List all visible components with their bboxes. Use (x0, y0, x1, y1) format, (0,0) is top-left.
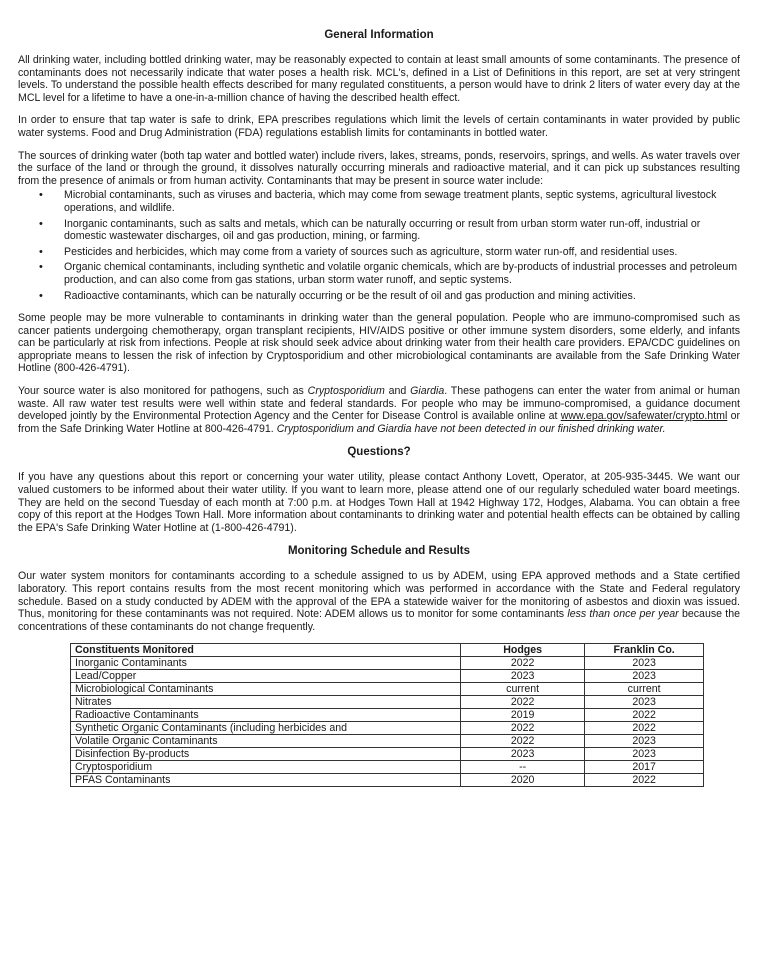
p5-text-b: . These pathogens can enter the water from animal or human waste. All raw water test results were well within state and federal standards. For people who may be immuno-compromised, a guidance document developed jointly by the Environmental Protection Agency and the Center for Disease Control is available online at (18, 385, 740, 423)
hodges-cell: -- (461, 761, 585, 774)
general-paragraph-2: In order to ensure that tap water is safe to drink, EPA prescribes regulations which limit the levels of certain contaminants in water provided by public water systems. Food and Drug Administration (FDA) regulations establish limits for contaminants in bottled water. (18, 114, 740, 139)
p5-and: and (384, 385, 411, 398)
hodges-cell: 2020 (461, 774, 585, 787)
constituent-cell: Synthetic Organic Contaminants (including herbicides and (71, 722, 461, 735)
list-item: • Radioactive contaminants, which can be naturally occurring or be the result of oil and gas production and mining activities. (64, 290, 740, 303)
crypto-guidance-link[interactable]: www.epa.gov/safewater/crypto.html (560, 410, 728, 423)
constituent-cell: Volatile Organic Contaminants (71, 735, 461, 748)
constituent-cell: Microbiological Contaminants (71, 683, 461, 696)
hodges-cell: 2022 (461, 735, 585, 748)
table-row (71, 696, 704, 709)
general-paragraph-5 (18, 385, 740, 435)
franklin-cell: 2023 (585, 657, 704, 670)
questions-paragraph: If you have any questions about this report or concerning your water utility, please contact Anthony Lovett, Operator, at 205-935-3445. We want our valued customers to be informed about their water utility. If you want to learn more, please attend one of our regularly scheduled water board meetings. They are held on the second Tuesday of each month at 7:00 p.m. at Hodges Town Hall at 1942 Highway 172, Hodges, Alabama. You can obtain a free copy of this report at the Hodges Town Hall. More information about contaminants to drinking water and potential health effects can be obtained by calling the EPA's Safe Drinking Water Hotline at (1-800-426-4791). (18, 471, 740, 534)
franklin-cell: 2022 (585, 774, 704, 787)
monitoring-paragraph (18, 570, 740, 633)
header-hodges: Hodges (461, 644, 585, 657)
general-paragraph-3: The sources of drinking water (both tap water and bottled water) include rivers, lakes, streams, ponds, reservoirs, springs, and wells. As water travels over the surface of the land or through the ground, it dissolves naturally occurring minerals and radioactive material, and it can pick up substances resulting from the presence of animals or from human activity. Contaminants that may be present in source water include: (18, 149, 740, 187)
questions-heading: Questions? (347, 446, 411, 459)
constituent-cell: PFAS Contaminants (71, 774, 461, 787)
constituent-cell: Inorganic Contaminants (71, 657, 461, 670)
franklin-cell: 2023 (585, 748, 704, 761)
table-row (71, 722, 704, 735)
list-item: • Pesticides and herbicides, which may come from a variety of sources such as agriculture, storm water run-off, and residential uses. (64, 246, 740, 259)
constituent-cell: Radioactive Contaminants (71, 709, 461, 722)
table-row (71, 683, 704, 696)
p5-text-c: or from the Safe Drinking Water Hotline at 800-426-4791. (18, 410, 740, 435)
hodges-cell: 2019 (461, 709, 585, 722)
hodges-cell: 2023 (461, 670, 585, 683)
franklin-cell: 2022 (585, 709, 704, 722)
table-row (71, 761, 704, 774)
monitoring-table (70, 643, 704, 787)
header-constituents: Constituents Monitored (71, 644, 461, 657)
franklin-cell: 2017 (585, 761, 704, 774)
hodges-cell: 2023 (461, 748, 585, 761)
constituent-cell: Cryptosporidium (71, 761, 461, 774)
general-paragraph-1: All drinking water, including bottled drinking water, may be reasonably expected to contain at least small amounts of some contaminants. The presence of contaminants does not necessarily indicate that water poses a health risk. MCL's, defined in a List of Definitions in this report, are set at very stringent levels. To understand the possible health effects described for many regulated constituents, a person would have to drink 2 liters of water every day at the MCL level for a lifetime to have a one-in-a-million chance of having the described health effect. (18, 54, 740, 104)
list-item: • Inorganic contaminants, such as salts and metals, which can be naturally occurring or result from urban storm water run-off, industrial or domestic wastewater discharges, oil and gas production, mining, or farming. (64, 218, 740, 243)
franklin-cell: current (585, 683, 704, 696)
constituent-cell: Nitrates (71, 696, 461, 709)
franklin-cell: 2022 (585, 722, 704, 735)
hodges-cell: 2022 (461, 657, 585, 670)
table-row (71, 670, 704, 683)
constituent-cell: Disinfection By-products (71, 748, 461, 761)
p5-giardia: Giardia (410, 385, 445, 398)
table-row (71, 735, 704, 748)
general-paragraph-4: Some people may be more vulnerable to contaminants in drinking water than the general population. People who are immuno-compromised such as cancer patients undergoing chemotherapy, organ transplant recipients, HIV/AIDS positive or other immune system disorders, some elderly, and infants can be particularly at risk from infections. People at risk should seek advice about drinking water from their health care providers. EPA/CDC guidelines on appropriate means to lessen the risk of infection by Cryptosporidium and other microbiological contaminants are available from the Safe Drinking Water Hotline (800-426-4791). (18, 312, 740, 375)
contaminant-list (18, 189, 740, 302)
table-header-row (71, 644, 704, 657)
hodges-cell: current (461, 683, 585, 696)
franklin-cell: 2023 (585, 735, 704, 748)
table-row (71, 657, 704, 670)
monitoring-italic: less than once per year (567, 608, 679, 621)
monitoring-heading: Monitoring Schedule and Results (287, 545, 471, 558)
table-row (71, 709, 704, 722)
p5-text-a: Your source water is also monitored for pathogens, such as (18, 385, 308, 398)
franklin-cell: 2023 (585, 670, 704, 683)
hodges-cell: 2022 (461, 722, 585, 735)
constituent-cell: Lead/Copper (71, 670, 461, 683)
franklin-cell: 2023 (585, 696, 704, 709)
p5-italic-statement: Cryptosporidium and Giardia have not been detected in our finished drinking water. (276, 422, 666, 435)
monitoring-text-b: because the concentrations of these contaminants do not change frequently. (18, 608, 741, 633)
general-information-heading: General Information (324, 29, 434, 41)
header-franklin: Franklin Co. (585, 644, 704, 657)
table-row (71, 748, 704, 761)
p5-cryptosporidium: Cryptosporidium (307, 385, 385, 398)
list-item: • Microbial contaminants, such as viruses and bacteria, which may come from sewage treatment plants, septic systems, agricultural livestock operations, and wildlife. (64, 189, 740, 214)
hodges-cell: 2022 (461, 696, 585, 709)
table-row (71, 774, 704, 787)
list-item: • Organic chemical contaminants, including synthetic and volatile organic chemicals, which are by-products of industrial processes and petroleum production, and can also come from gas stations, urban storm water runoff, and septic systems. (64, 261, 740, 286)
monitoring-text-a: Our water system monitors for contaminants according to a schedule assigned to us by ADEM, using EPA approved methods and a State certified laboratory. This report contains results from the most recent monitoring which was performed in accordance with the State and Federal regulatory schedule. Based on a study conducted by ADEM with the approval of the EPA a statewide waiver for the monitoring of asbestos and dioxin was issued. Thus, monitoring for these contaminants was not required. Note: ADEM allows us to monitor for some contaminants (18, 570, 740, 621)
